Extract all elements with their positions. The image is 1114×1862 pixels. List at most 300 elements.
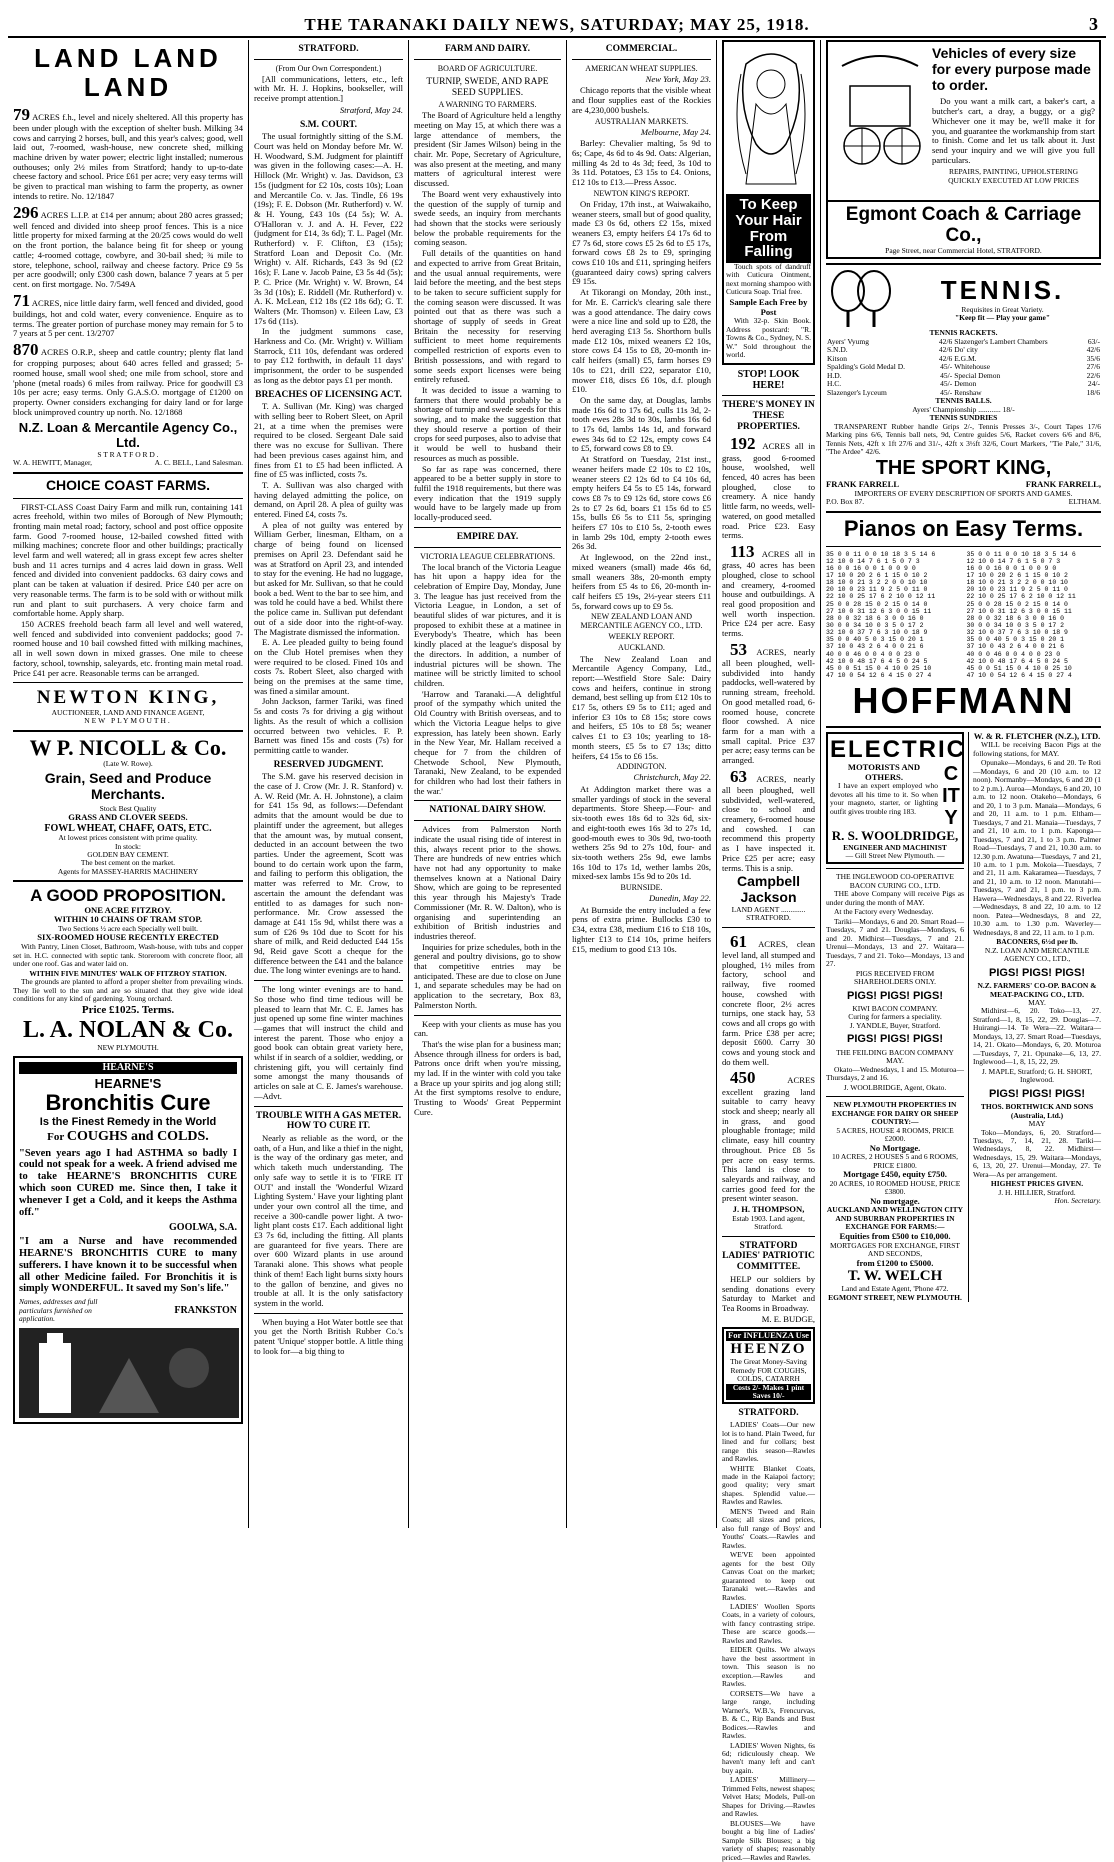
above-company: THE above Company will receive Pigs as under during the month of MAY. [826,889,964,907]
testimonial-goolwa: "Seven years ago I had ASTHMA so badly I could not speak for a week. A friend advised me to take HEARNE'S BRONCHITIS CURE which soon CURED me. Since then, I take it whenever I get a Cold, and it keeps the Asthma off." [19,1147,237,1218]
rawles-1: LADIES' Coats—Our new lot is to hand. Plain Tweed, fur lined and fur collars; best range this season—Rawles and Rawles. [722,1420,815,1464]
pianos-head: Pianos on Easy Terms. [843,515,1084,541]
piano-row: 40 0 0 46 0 0 4 0 0 23 0 [966,650,1061,658]
racket-cell: S.N.D. [827,345,848,355]
peppermint-verse: That's the wise plan for a business man; Absence through illness for orders is bad, Patrons once drift when you're missing, my lad. If in the winter with cold you take a Brace up your spirits and jog along still; At the first symptoms resolve to endure, Trusting to Woods' Great Peppermint Cure. [414,1038,561,1117]
reserved-text: The S.M. gave his reserved decision in the case of J. Crow (Mr. J. R. Stanford) v. A. W. Reid (Mr. A. H. Johnstone), a claim for £41 15s 9d, as follows:—Defendant admits that the amount would be due to plaintiff under the agreement, but alleges that the amount was, by mutual consent, deducted in an account between the two parties. Under the agreement, Scott was bound to do certain work upon the farm, and failing to perform this obligation, the matter was referred to Mr. Crow, to ascertain the amount the defendant was entitled to as damages for such non-performance. Mr. Crow assessed the damage at £41 15s 9d, whilst there was a sum of £26 9s 10d due to Scott for his share of milk, and Reid deducted £44 15s 9d, Reid gave Scott a cheque for the difference between the £41 and the balance due. The long winter evenings are to hand. [254,771,403,976]
egmont-name: Egmont Coach & Carriage Co., [845,204,1082,247]
nz-loan-manager: W. A. HEWITT, Manager, [13,458,93,468]
piano-row: 25 0 0 28 15 0 2 15 0 14 0 [826,600,928,608]
egmont-coach-advert [826,40,1101,202]
pigs-banner-1: PIGS! PIGS! PIGS! [847,989,943,1002]
piano-row: 12 10 0 14 7 6 1 5 0 7 3 [966,557,1061,565]
piano-row: 37 10 0 43 2 6 4 0 0 21 6 [826,643,924,651]
ayers-championship: Ayers' Championship ............ 18/- [912,404,1015,414]
pigs-received: PIGS RECEIVED FROM SHAREHOLDERS ONLY. [853,968,937,987]
piano-row: 25 0 0 28 15 0 2 15 0 14 0 [966,600,1068,608]
welch-address: Land and Estate Agent, 'Phone 472. [841,1284,949,1294]
nicoll-late: (Late W. Rowe). [103,759,153,769]
piano-row: 20 10 0 23 11 9 2 5 0 11 0 [966,586,1068,594]
auckland-text: The New Zealand Loan and Mercantile Agency Company, Ltd., report:—Westfield Store Sale: Dairy cows and heifers, continue in strong demand, best selling up from £12 10s to £17 5s, others £9 5s to £11; aged and inferior £3 10s to £8 15s; store cows and heifers, £5 10s to £8 5s; weaner calves £1 to £3 10s; yearling to 18-month steers, £5 5s to £7 13s; ditto heifers, £4 15s to £6 15s. [572,653,711,761]
influenza-head: For INFLUENZA Use [727,1330,809,1341]
piano-row: 35 0 0 11 0 0 10 18 3 5 14 6 [826,550,936,558]
nz-farmers-coop: N.Z. FARMERS' CO-OP. BACON & MEAT-PACKING CO., LTD. [977,981,1097,999]
repairs-text: REPAIRS, PAINTING, UPHOLSTERING QUICKLY EXECUTED AT LOW PRICES [948,167,1079,185]
rawles-5: LADIES' Woollen Sports Coats, in a variety of colours, with fancy contrasting stripe. These are scarce goods.—Rawles and Rawles. [722,1602,815,1645]
baconers-price: BACONERS, 6½d per lb. [996,937,1078,947]
newton-king-report-head: NEWTON KING'S REPORT. [593,188,690,198]
hearne-title: HEARNE'S [94,1075,162,1091]
sample-head: Sample Each Free by Post [729,296,808,317]
racket-cell: 42/6 [938,336,953,346]
piano-row: 47 10 0 54 12 6 4 15 0 27 4 [966,671,1072,679]
racket-cell: 42/6 [1086,345,1100,355]
ladies-patriotic: STRATFORD LADIES' PATRIOTIC COMMITTEE. [722,1240,815,1273]
turnip-head: TURNIP, SWEDE, AND RAPE SEED SUPPLIES. [426,76,549,98]
in-stock: In stock: [114,841,142,851]
sm-court-head: S.M. COURT. [299,119,358,130]
racket-cell: H.C. [827,379,842,389]
nolan-name: L. A. NOLAN & Co. [22,1016,233,1043]
racket-cell: E.G.M. [954,353,977,363]
welch-name: T. W. WELCH [847,1268,943,1285]
piano-row: 16 0 0 16 0 0 1 0 0 9 0 [966,564,1057,572]
racket-cell: 22/6 [1086,370,1100,380]
thompson-estab: Estab 1903. Land agent, Stratford. [732,1213,805,1232]
board-agriculture: BOARD OF AGRICULTURE. [437,63,538,73]
land-listing-number: 79 [13,104,30,124]
land-listing-text: ACRES O.R.P., sheep and cattle country; plenty flat land for cropping purposes; about 640 acres felled and grassed; 5-roomed house, small wool shed; one mile from school, store and 'phone (metal roads) 6 miles from railway. Price for goodwill £3 10s per acre; easy terms. Only G.A.S.O. mortgage of £1200 on property. Owner considers exchanging for dairy land or for large block unimproved country up north. No. 12/1868 [13,347,243,417]
heenzo-name: HEENZO [730,1341,807,1358]
piano-row: 27 10 0 31 12 6 3 0 0 15 11 [826,607,932,615]
bottle-illustration [19,1328,239,1418]
massey-harris: Agents for MASSEY-HARRIS MACHINERY [57,866,199,876]
court-text-1: The usual fortnightly sitting of the S.M. Court was held on Monday before Mr. W. H. Woodward, S.M. Judgment for plaintiff was given in the following cases:—A. H. Hillock (Mr. Wright) v. Jas. Davidson, £3 15s (judgment for £2 10s, costs 10s); Loan and Mercantile Co. v. Jas. Tindle, £6 19s (19s); F. E. Dobson (Mr. Rutherford) v. W. & H. Young, £43 10s (£4 5s); W. A. O'Halloran v. J. and A. H. Fever, £22 (judgment for £14, 3s 6d); T. L. Pagel (Mr. Rutherford) v. F. Clifton, £3 (15s); Stratford Loan and Deposit Co. (Mr. Wright) v. Alf. Richards, £43 3s 9d (£2 16s); F. Lane v. Jacob Paine, £3 5s 4d (5s); P. C. Price (Mr. Wright) v. W. Brown, £4 3s 3d (10s); E. Riddell (Mr. Rutherford) v. A. K. McLean, £12 18s (£2 18s 6d); G. T. Walters (Mr. Thomson) v. Eileen Law, £3 17s 6d (11s). [254,131,403,326]
licensing-text-3: A plea of not guilty was entered by William Gerber, linesman, Eltham, on a charge of being found on licensed premises on April 23. Defendant said he was at Stratford on April 23, and intended to stay for the evening. He had no luggage, but asked for Mr. Sullivan, so that he could book a bed. Went to the bar to see him, and was told he could have a bed. Whilst there the police came in. Sullivan put defendant out of a side door into the right-of-way. The Magistrate dismissed the information. [254,519,403,637]
woolbridge-agent: J. WOOLBRIDGE, Agent, Okato. [843,1082,947,1092]
importers: IMPORTERS OF EVERY DESCRIPTION OF SPORTS AND GAMES. [854,488,1073,498]
nz-loan-salesman: A. C. BELL, Land Salesman. [154,458,243,468]
kiwi-bacon: KIWI BACON COMPANY. [852,1003,938,1013]
hair-headline: To Keep Your Hair From Falling [726,194,811,263]
piano-row: 45 0 0 51 15 0 4 10 0 25 10 [966,664,1072,672]
fletcher-list: Opunake—Mondays, 6 and 20. Te Roti—Mondays, 6 and 20 (10 a.m. to 12 noon). Normanby—Mondays, 6 and 20 (1 to 2 p.m.). Auroa—Mondays, 6 and 20, 10 a.m. to 12 noon. Otakeho—Mondays, 6 and 20, 1 to 3 p.m. Manaia—Mondays, 6 and 20, 11 a.m. to 1 p.m. Eltham—Tuesdays, 7 and 21. Manaia—Tuesdays, 7 and 21, 10 a.m. to 1 p.m. Kaponga—Tuesdays, 7 and 21, 1 to 3 p.m. Palmer Road—Tuesdays, 7 and 21, 10.30 a.m. to 12.30 p.m. Awatuna—Tuesdays, 7 and 21, 10 a.m. to 1 p.m. Mokoia—Tuesdays, 7 and 21, 11 a.m. Kakaramea—Tuesdays, 7 and 21, 10 a.m. to 12 noon. Manutahi—Tuesdays, 7 and 21, 1 p.m. to 3 p.m. Hawera—Wednesdays, 8 and 22. Riverlea—Wednesdays, 8 and 22, 10 a.m. to 12 noon. Patea—Wednesdays, 8 and 22, 10.30 a.m. to 1.30 p.m. Waverley—Wednesdays, 8 and 22, 11 a.m. to 1 p.m. [973,758,1101,937]
piano-row: 47 10 0 54 12 6 4 15 0 27 4 [826,671,932,679]
piano-row: 37 10 0 43 2 6 4 0 0 21 6 [966,643,1065,651]
two-sections: Two Sections ½ acre each Specially well built. [57,924,199,933]
racket-cell: 63/- [1087,336,1100,346]
proposition-price: Price £1025. Terms. [81,1004,175,1017]
piano-row: 17 10 0 20 2 6 1 15 0 10 2 [826,571,928,579]
equities: Equities from £500 to £10,000. [839,1230,951,1241]
farmers-list: Midhirst—6, 20. Toko—13, 27. Stratford—1, 8, 15, 22, 29. Douglas—7. Huirangi—14. Te Wera—22. Waitara—Mondays, 13, 27. Smart Road—Tuesdays, 14, 21. Okato—Mondays, 6, 20. Moturoa—Tuesdays, 7, 21. Opunake—6, 13, 27. Inglewood—1, 8, 15, 22, 29. [973,1006,1101,1067]
tram-stop: WITHIN 10 CHAINS OF TRAM STOP. [53,914,203,925]
nz-loan-town: S T R A T F O R D . [97,449,159,459]
racket-cell: Slazenger's Lyceum [827,387,887,397]
stratford-dateline: Stratford, May 24. [339,104,403,115]
six-roomed-house: SIX-ROOMED HOUSE RECENTLY ERECTED [37,932,219,943]
city-vertical: CITY [942,762,960,829]
masthead [8,14,1106,38]
reserved-judgment-head: RESERVED JUDGMENT. [273,759,384,770]
land-listing [13,105,243,202]
burnside-text: At Burnside the entry included a few pens of extra prime. Bullocks £30 to £34, extra £38, medium £16 to £18 10s, lighter £13 to £14 10s, prime heifers £15, medium to good £13 10s. [572,904,711,954]
nk-report-1: On Friday, 17th inst., at Waiwakaiho, weaner steers, small but of good quality, made £3 0s 6d, others £2 15s, mixed weaners £3, empty heifers £4 17s 6d to £7 7s 6d, store cows £5 2s 6d to £5 17s, forward cows £8 2s to £9, springing cows £10 10s and £11, springing heifers (guaranteed dairy cows) spring calvers £9 15s. [572,198,711,287]
rawles-6: EIDER Quilts. We always have the best assortment in town. This season is no exception.—Rawles and Rawles. [722,1645,815,1689]
land-headline: LAND LAND LAND [34,43,222,103]
proposition-text: With Pantry, Linen Closet, Bathroom, Wash-house, with tubs and copper set in. H.C. connected with septic tank. Storeroom with concrete floor, all under one roof. Gas and water laid on. [13,942,243,969]
column-3 [408,40,566,1528]
masthead-title: THE TARANAKI DAILY NEWS, SATURDAY; MAY 25, 1918. [304,14,810,34]
australian-text: Barley: Chevalier malting, 5s 9d to 6s; Cape, 4s 6d to 4s 9d. Oats: Algerian, milling 4s 2d to 4s 3d; feed, 3s 10d to 3s 11d. Potatoes, £3 15s to £4. Onions, £12 10s to £13.—Press Assoc. [572,138,711,188]
balls-head: TENNIS BALLS. [935,396,992,406]
land-listing-number: 71 [13,290,30,310]
land-listing [13,340,243,417]
coast-farms-text-2: 150 ACRES freehold beach farm all level and well watered, well fenced and subdivided into convenient paddocks; good 7-roomed house and 10 bail cowshed fitted with milking machines, all in well sown down in mixed grasses. One mile to cheese factory, school, township, saleyards, etc. fronting main metal road. Price £41 per acre. Reasonable terms can be arranged. [13,619,243,678]
engineer: ENGINEER AND MACHINIST [843,842,947,852]
borthwick-may: MAY [1028,1119,1046,1129]
hearne-banner: HEARNE'S [19,1062,237,1073]
licensing-text-5: John Jackson, farmer Tariki, was fined 5s and costs 7s for driving a gig without lights. As the result of which a collision occurred between two vehicles. F. P. Barnett was fined 15s and costs (7s) for permitting cattle to wander. [254,696,403,755]
heenzo-advert [722,1327,815,1404]
pigs-banner-2: PIGS! PIGS! PIGS! [847,1033,943,1046]
piano-row: 35 0 0 11 0 0 10 18 3 5 14 6 [966,550,1076,558]
hon-secretary: Hon. Secretary. [1054,1196,1101,1206]
heenzo-remedy: The Great Money-Saving Remedy FOR COUGHS, COLDS, CATARRH [730,1357,807,1384]
auckland-wellington: AUCKLAND AND WELLINGTON CITY AND SUBURBAN PROPERTIES IN EXCHANGE FOR FARMS:— [826,1205,964,1232]
tennis-head: TENNIS. [940,275,1065,306]
farm-text-3: Full details of the quantities on hand and expected to arrive from Great Britain, and the usual annual requirements, were laid before the meeting, and the best steps to be taken to secure sufficient supply for the coming season were discussed. It was pointed out that as there was such a shortage of supply of seeds in Great Britain the necessity for reserving sufficient to meet home requirements compelled restriction of exports even to British possessions, and with regard to some seeds export licenses were being entirely refused. [414,248,561,385]
tennis-sub: Requisites in Great Variety. [961,304,1044,314]
fitzroy-station: WITHIN FIVE MINUTES' WALK OF FITZROY STATION. [29,968,227,978]
np-properties: NEW PLYMOUTH PROPERTIES IN EXCHANGE FOR DAIRY OR SHEEP COUNTRY:— [831,1100,959,1127]
hair-text: Touch spots of dandruff with Cuticura Ointment, next morning shampoo with Cuticura Soap. Trial free. [726,262,811,297]
egmont-street: EGMONT STREET, NEW PLYMOUTH. [828,1292,962,1302]
sundries-text: TRANSPARENT Rubber handle Grips 2/-, Tennis Presses 3/-, Court Tapes 17/6 Marking pins 6/6, Tennis ball nets, 9d, Centre guides 5/6, Racket covers 6/6 and 8/6, Tennis Nets, 42ft x 1ft 27/6 and 31/-, 42ft x 3½ft 32/6, Court Markers, "Tie Pale," 31/6, "The Ardee" 42/6. [826,421,1101,456]
piano-row: 16 0 0 16 0 0 1 0 0 9 0 [826,564,916,572]
vehicles-head: Vehicles of every size for every purpose made to order. [932,45,1091,93]
farrell-right: FRANK FARRELL, [1025,479,1101,490]
cuticura-advert [722,40,815,365]
gas-meter-text: Nearly as reliable as the word, or the oath, of a Hun, and like a thief in the night, is the way of the ordinary gas meter, and which taketh much understanding. The only safe way to settle it is to 'FIRE IT OUT' and install the 'Wonderful Wizard Lighting System.' Have your lighting plant under your own control all the time, and receive a 300-candle power light. A two-light plant costs £17. Each additional light £3 7s 6d, including the fitting. All plants are guaranteed for five years. There are over 600 Wizard plants in use around Taranaki alone. This shows what people think of them! Each light burns sixty hours to the gallon of benzine, and gives no trouble at all. It is the only satisfactory system in the world. [254,1133,403,1308]
court-text-2: In the judgment summons case, Harkness and Co. (Mr. Wright) v. William Starrock, £11 10s, defendant was ordered to pay £12 forthwith, in default 11 days' imprisonment, the order to be suspended as long as the debtor pays £1 per month. [254,326,403,385]
hillier: J. H. HILLIER, Stratford. [998,1187,1076,1197]
pigs-banner-3: PIGS! PIGS! PIGS! [989,966,1085,979]
piano-row: 45 0 0 51 15 0 4 10 0 25 10 [826,664,932,672]
keep-clients: Keep with your clients as muse has you can. [414,1018,561,1039]
addington-head: ADDINGTON. [616,762,667,772]
racket-cell: Do' city [954,345,978,355]
racket-cell: 45/- [940,362,953,372]
american-dateline: New York, May 23. [645,73,711,84]
dairy-show-head: NATIONAL DAIRY SHOW. [429,805,546,816]
woman-hair-illustration [726,44,816,194]
pianos-table [826,551,1101,680]
racket-cell: Whitehouse [954,362,991,372]
land-listing-text: ACRES L.I.P. at £14 per annum; about 280 acres grassed; well fenced and divided into sheep proof fences. This is a nice little property for mixed farming at the 20/25 cows would do well on the front portion, the balance being fit for sheep or young cattle; 4-roomed cottage, cowbyre, and 30-bail shed; ¾ mile to store, telephone, school, railway and cheese factory. Price £9 5s per acre goodwill; only £300 cash down, balance 7 years at 5 per cent. on first mortgage. No. 7/549A [13,209,243,289]
thompson-name: J. H. THOMPSON, [732,1204,805,1215]
farm-text-5: So far as rape was concerned, there appeared to be a better supply in store to fulfil the 1918 requirements, but there was every indication that the 1919 supply would have to be largely made up from locally-produced seed. [414,463,561,523]
egmont-address: Page Street, near Commercial Hotel, STRATFORD. [885,245,1042,255]
piano-row: 27 10 0 31 12 6 3 0 0 15 11 [966,607,1072,615]
po-box: P.O. Box 87. [826,497,865,507]
lowest-prices: At lowest prices consistent with prime quality. [58,833,198,843]
piano-row: 18 10 0 21 3 2 2 0 0 10 10 [826,579,928,587]
heenzo-costs: Costs 2/- Makes 1 pint Saves 10/- [726,1384,811,1401]
own-correspondent: (From Our Own Correspondent.) [275,63,382,73]
inglewood-head: THE INGLEWOOD CO-OPERATIVE BACON CURING CO., LTD. [836,872,954,890]
nk-report-2: At Tikorangi on Monday, 20th inst., for Mr. E. Carrick's clearing sale there was a good attendance. The dairy cows were a nice line and sold up to £28, the herd averaging £13 5s. Shorthorn bulls made £12 10s, mixed weaners £2 10s, store cows £4 15s to £8, 20-month in-calf heifers (small) £5, farm horses £9 10s to £21, drill £22, separator £10, mower £18, discs £6 10s, d.f. plough £10. [572,287,711,395]
winter-evenings: The long winter evenings are to hand. So those who find time tedious will be pleased to learn that Mr. C. E. James has just opened up some fine winter machines—games that will instruct the child and interest the parent. Those who enjoy a good book can obtain great variety here, whilst if in search of a soldier, wedding, or christening gift, you will certainly find some amongst the many thousands of articles on sale at C. E. James's warehouse.—Advt. [254,984,403,1101]
for-word: For [47,1130,65,1143]
help-soldiers: HELP our soldiers by sending donations every Saturday to Market and Tea Rooms in Broadway. [722,1273,815,1314]
no-mortgage-1: No Mortgage. [869,1142,921,1153]
feilding-may: MAY. [886,1056,904,1066]
racket-cell: Slazenger's Lambert Chambers [954,336,1048,346]
racket-cell: Renshaw [954,387,982,397]
column-1 [8,40,248,1528]
piano-row: 28 0 0 32 18 6 3 0 0 16 0 [966,614,1065,622]
prop-61: ACRES, clean level land, all stumped and ploughed, 1½ miles from factory, school and railway, five roomed house, cowshed with concrete floor, 2½ acres turnips, one stack hay, 53 cows and all crops go with farm. Price £38 per acre; deposit £600. Carry 30 cows and young stock and do them well. [722,938,815,1067]
newton-king-title: AUCTIONEER, LAND AND FINANCE AGENT, [51,707,205,717]
goolwa-sig: GOOLWA, S.A. [169,1221,237,1233]
rawles-3: MEN'S Tweed and Rain Coats; all sizes and prices, also full range of Boys' and Youths' Coats.—Rawles and Rawles. [722,1506,815,1550]
land-listing-number: 870 [13,340,39,360]
racket-cell: 42/6 [938,345,953,355]
inglewood-list: Tariki—Mondays, 6 and 20. Smart Road—Tuesdays, 7 and 21. Douglas—Mondays, 6 and 20. Midhirst—Tuesdays, 7 and 21. Urenui—Mondays, 13 and 27. Waitara—Tuesdays, 7 and 21. Toko—Mondays, 13 and 27. [826,916,964,969]
piano-row: 32 10 0 37 7 6 3 10 0 18 9 [966,629,1068,637]
golden-bay-cement: GOLDEN BAY CEMENT. [87,849,169,859]
motorists: MOTORISTS AND OTHERS. [847,761,921,782]
coughs-colds: COUGHS and COLDS. [66,1128,209,1144]
prop-192: ACRES all in grass, good 6-roomed house, woolshed, well fenced, 40 acres has been ploughed, close to creamery. A nice handy little farm, no weeds, well-watered, on good metalled road. Price £23. Easy terms. [722,441,815,541]
racket-cell: 45/- [940,379,953,389]
testimonial-frankston: "I am a Nurse and have recommended HEARNE'S BRONCHITIS CURE to many sufferers. I have known it to be successful when all other Medicine failed. For Bronchitis it is simply WONDERFUL. It saved my Son's life." [19,1235,237,1295]
show-text-1: Advices from Palmerston North indicate the usual rising tide of interest in this, always recent prior to the shows. There are hundreds of new entries which have not had any opportunity to make themselves known at a National Dairy Show, which are going to be represented this year through his Majesty's Trade Commissioner (Mr. R. W. Dalton), who is organising and superintending an exhibition of British industries and industries thereof. [414,824,561,941]
nk-report-4: At Stratford on Tuesday, 21st inst., weaner heifers made £2 10s to £2 10s, weaner steers £2 12s 6d to £4 10s 6d, empty heifers £4 5s to £5 14s, forward cows £8 7s to £9 12s 6d, store cows £6 2s to £7 2s 6d, boars £1 15s 6d to £5 15s, bulls £6 5s to £11 5s, springing heifers £7 10s to £10 5s, 2-tooth ewes in lamb 29s 10d, empty 2-tooth ewes 26s 3d. [572,454,711,552]
piano-row: 35 0 0 40 5 0 3 15 0 20 1 [826,636,924,644]
racket-cell: Demon [954,379,977,389]
rawles-2: WHITE Blanket Coats, made in the Kaiapoi factory; good quality; very smart shapes. Splendid value.—Rawles and Rawles. [722,1463,815,1507]
grain-merchants: Grain, Seed and Produce Merchants. [44,769,212,802]
fowl-wheat: FOWL WHEAT, CHAFF, OATS, ETC. [44,822,212,834]
farmers-may: MAY. [1028,997,1046,1007]
nk-report-5: At Inglewood, on the 22nd inst., mixed weaners (small) made 46s 6d, small weaners 38s, 20-month empty heifers from £5 4s to £6, 20-month in-calf heifers £5 19s, 2½-year steers £11 5s, forward cows up to £9 5s. [572,552,711,611]
names-note: Names, addresses and full particulars furnished on application. [19,1297,98,1324]
land-listing-number: 296 [13,202,39,222]
pigs-banner-4: PIGS! PIGS! PIGS! [989,1087,1085,1100]
money-properties: THERE'S MONEY IN THESE PROPERTIES. [722,400,815,432]
prop-53: ACRES, nearly all been ploughed, well-subdivided into handy paddocks, well-watered by running stream, freehold. On good metalled road, 6-roomed house, concrete floor cowshed. A nice farm for a man with a small capital. Price £37 per acre; easy terms can be arranged. [722,646,815,766]
racket-cell: H.D. [827,370,842,380]
empire-day-head: EMPIRE DAY. [456,531,519,542]
column-2 [248,40,408,1528]
racket-cell: 42/6 [938,353,953,363]
all-communications: [All communications, letters, etc., left with Mr. H. J. Hopkins, bookseller, will receive prompt attention.] [254,73,403,104]
rawles-8: LADIES' Woven Nights, 6s 6d; ridiculously cheap. We haven't many left and can't buy again. [722,1740,815,1775]
gill-street: — Gill Street New Plymouth. — [845,851,945,860]
fletcher-text: WILL be receiving Bacon Pigs at the following stations, for MAY. [973,740,1101,758]
yandle-buyer: J. YANDLE, Buyer, Stratford. [849,1020,941,1030]
farm-text-2: The Board went very exhaustively into the question of the supply of turnip and swede seeds, an inquiry from merchants had shown that the stocks were seriously below the probable requirements for the coming season. [414,188,561,248]
racket-cell: 18/6 [1086,387,1100,397]
mortgages-exchange: MORTGAGES FOR EXCHANGE, FIRST AND SECONDS, [830,1240,960,1259]
farm-dairy-head: FARM AND DAIRY. [445,44,530,54]
empire-text-2: 'Harrow and Taranaki.—A delightful proof of the sympathy which united the Old Country with British overseas, and to which the Victoria League helps to give expression, has lately been shown. Early in the New Year, Mr. Hallam received a cheque for 7 from the children of Chetwode School, New Plymouth, Taranaki, New Zealand, to be expended for children who had lost their fathers in the war.' [414,688,561,796]
borthwick-list: Toko—Mondays, 6, 20. Stratford—Tuesdays, 7, 14, 21, 28. Tariki—Wednesdays, 8, 22. Midhirst—Wednesdays, 15, 29. Waitara—Mondays, 6, 13, 20, 27. Urenui—Monday, 27. Te Wera—As per arrangement. [973,1127,1101,1179]
piano-row: 30 0 0 34 10 0 3 5 0 17 2 [966,621,1065,629]
auckland-head: AUCKLAND. [618,643,665,653]
piano-row: 32 10 0 37 7 6 3 10 0 18 9 [826,629,928,637]
australian-markets-head: AUSTRALIAN MARKETS. [594,116,689,126]
piano-row: 18 10 0 21 3 2 2 0 0 10 10 [966,579,1068,587]
weekly-report-head: WEEKLY REPORT. [608,632,675,642]
factory-wed: At the Factory every Wednesday. [834,907,934,917]
frankston-sig: FRANKSTON [174,1305,237,1317]
piano-row: 22 10 0 25 17 6 2 10 0 12 11 [826,593,936,601]
grounds-text: The grounds are planted to afford a proper shelter from prevailing winds. They lie well to the sun and are so situated that they give wide ideal conditions for any kind of gardening. Young orchard. [13,977,243,1003]
hoffmann: HOFFMANN [852,680,1075,722]
maple-short: J. MAPLE, Stratford; G. H. SHORT, Inglewood. [981,1066,1093,1085]
mortgage-equity: Mortgage £450, equity £750. [843,1169,947,1180]
addington-text: At Addington market there was a smaller yardings of stock in the several departments. Store Sheep.—Four- and six-tooth ewes 18s 6d to 32s 6d, six- and eight-tooth ewes 16s 3d to 27s 1d, good-mouth ewes to 30s 9d, two-tooth wethers 25s 9d to 27s 10d, four- and six-tooth wethers 25s 9d, ewe lambs 16s 10d to 17s 1d, wether lambs 20s, mixed-sex lambs 15s 9d to 20s 1d. [572,783,711,882]
prop-113: ACRES all in grass, 40 acres has been ploughed, close to school and creamery, 4-roomed house and outbuildings. A real good proposition and well worth inspection. Price £24 per acre. Easy terms. [722,548,815,639]
land-listings [13,105,243,418]
finest-remedy: Is the Finest Remedy in the World [39,1116,217,1129]
rackets-head: TENNIS RACKETS. [929,328,998,338]
newton-king-town: NEW PLYMOUTH. [84,716,172,726]
piano-row: 42 10 0 48 17 6 4 5 0 24 5 [826,657,928,665]
prop-450: ACRES excellent grazing land suitable to carry heavy stock and sheep; nearly all in grass, and good ploughable frontage; mild climate, easy hill country throughout. Price £8 5s per acre on easy terms. This land is close to saleyards and railway, and carries good feed for the present winter season. [722,1075,815,1204]
one-acre: ONE ACRE FITZROY. [84,904,172,915]
stratford-head: STRATFORD. [298,44,359,54]
nolan-town: NEW PLYMOUTH. [97,1042,159,1052]
piano-row: 42 10 0 48 17 6 4 5 0 24 5 [966,657,1068,665]
breaches-head: BREACHES OF LICENSING ACT. [255,389,402,400]
budge-sig: M. E. BUDGE, [761,1313,815,1324]
racket-cell: Kitson [827,353,848,363]
prop-63: ACRES, nearly all been ploughed, well subdivided, well-watered, close to school and creamery, 6-roomed house and cowshed. I can recommend this property as I have inspected it. Price £25 per acre; easy terms. This is a snip. [722,773,815,873]
stratford-rawles-head: STRATFORD. [738,1408,799,1419]
twenty-acres: 20 ACRES, 10 ROOMED HOUSE, PRICE £3800. [829,1178,961,1197]
campbell-jackson: Campbell Jackson [736,873,800,906]
american-wheat-head: AMERICAN WHEAT SUPPLIES. [585,63,698,73]
rawles-4: WE'VE been appointed agents for the best Oily Canvas Coat on the market; guaranteed to keep out Taranaki wet.—Rawles and Rawles. [722,1550,815,1602]
addington-dateline: Christchurch, May 22. [633,772,711,783]
piano-row: 30 0 0 34 10 0 3 5 0 17 2 [826,621,924,629]
burnside-dateline: Dunedin, May 22. [648,893,711,904]
racket-illustration [826,269,896,329]
racket-cell: Spalding's Gold Medal D. [827,362,906,372]
racket-cell: 35/6 [1086,353,1100,363]
piano-row: 20 10 0 23 11 9 2 5 0 11 0 [826,586,928,594]
land-listing-text: ACRES f.h., level and nicely sheltered. All this property has been under plough with the exception of shelter bush. Milking 34 cows and carrying 2 horses, bull, and this year's calves; good, well laid out, 7-roomed, wash-house, new concrete shed, milking machine driven by water power; electric light installed; numerous outhouses; only 2½ miles from Stratford; handy to up-to-date cheese factory and school. Price £61 per acre; very easy terms will be given to practical man wishing to farm the property, as owner intends to retire. No. 12/1847 [13,111,243,201]
hot-water-bottle: When buying a Hot Water bottle see that you get the North British Rubber Co.'s patent 'Unique' stopper bottle. A little thing to look for—a big thing to [254,1316,403,1356]
burnside-head: BURNSIDE. [620,883,663,893]
licensing-text-2: T. A. Sullivan was also charged with having delayed admitting the police, on demand, on April 28. A plea of guilty was entered. Fined £4, costs 7s. [254,479,403,520]
ten-acres: 10 ACRES, 2 HOUSES 5 and 6 ROOMS, PRICE £1800. [831,1152,959,1170]
hearne-advert [13,1056,243,1423]
wooldridge: R. S. WOOLDRIDGE, [831,827,959,843]
empire-text-1: The local branch of the Victoria League has hit upon a happy idea for the celebration of Empire Day, Monday, June 3. The league has just received from the Victoria League, in London, a set of beautiful slides of war pictures, and it is proposed to exhibit these at a matinee in Everybody's Theatre, which has been kindly placed at the league's disposal by the directors. In addition, a number of industrial pictures will be shown. The matinee will be strictly limited to school children. [414,561,561,688]
gas-meter-head: TROUBLE WITH A GAS METER. HOW TO CURE IT. [255,1110,402,1132]
fletcher-head: W. & R. FLETCHER (N.Z.), LTD. [973,730,1101,741]
from-amount: from £1200 to £5000. [856,1257,934,1268]
piano-row: 12 10 0 14 7 6 1 5 0 7 3 [826,557,920,565]
commercial-head: COMMERCIAL. [605,44,678,54]
licensing-text-1: T. A. Sullivan (Mr. King) was charged with selling beer to Robert Sleet, on April 21, at a time when the premises were required to be closed. Sergeant Dale said there was no excuse for Sullivan. There had been previous cases against him, and fines from £1 to £5 had been inflicted. A fine of £5 was inflicted, costs 7s. [254,401,403,480]
victoria-league-head: VICTORIA LEAGUE CELEBRATIONS. [420,551,555,561]
eltham: ELTHAM. [1068,497,1101,507]
cart-illustration [832,46,928,196]
keep-fit: "Keep fit — Play your game" [954,313,1051,323]
five-acres: 5 ACRES, HOUSE 4 ROOMS, PRICE £2000. [836,1125,954,1144]
newton-king-name: NEWTON KING, [36,687,220,709]
farm-text-1: The Board of Agriculture held a lengthy meeting on May 15, at which there was a large attendance of members, the president (Sir James Wilson) being in the chair. Mr. Pope, Secretary of Agriculture, was also present at the meeting, and many matters of agricultural interest were discussed. [414,110,561,189]
farm-text-4: It was decided to issue a warning to farmers that there would probably be a shortage of turnip and swede seeds for this sowing, and to make the suggestion that they should reserve a portion of their crops for seed purposes, also to advise that it would be well to husband their resources as much as possible. [414,384,562,463]
nz-loan-report-head: NEW ZEALAND LOAN AND MERCANTILE AGENCY CO., LTD. [580,612,703,631]
feilding-list: Okato—Wednesdays, 1 and 15. Moturoa—Thursdays, 2 and 16. [826,1064,964,1083]
highest-prices: HIGHEST PRICES GIVEN. [990,1179,1084,1189]
borthwick-head: THOS. BORTHWICK AND SONS (Australia, Ltd.) [980,1102,1094,1120]
rawles-10: BLOUSES—We have bought a big line of Ladies' Sample Silk Blouses; a big variety of shapes; reasonably priced.—Rawles and Rawles. [722,1818,815,1862]
american-text: Chicago reports that the visible wheat and flour supplies east of the Rockies are 4,230,000 bushels. [572,85,711,115]
campbell-agent: LAND AGENT ............. STRATFORD. [731,904,806,923]
warning-farmers: A WARNING TO FARMERS. [438,100,537,110]
racket-cell: Special Demon [954,370,1001,380]
racket-cell: 27/6 [1086,362,1100,372]
piano-row: 17 10 0 20 2 6 1 15 0 10 2 [966,571,1068,579]
nz-loan-agency: N.Z. Loan & Mercantile Agency Co., Ltd. [18,420,238,451]
racket-cell: 45/- [940,370,953,380]
coast-farms-headline: CHOICE COAST FARMS. [45,476,211,493]
piano-row: 40 0 0 46 0 0 4 0 0 23 0 [826,650,920,658]
stock-quality: Stock Best Quality [99,803,157,813]
land-listing-text: ACRES, nice little dairy farm, well fenced and divided, good buildings, hot and cold water, every convenience. Enquire as to terms. The greater portion of purchase money may remain for 5 to 7 years at 5 per cent. 13/2707 [13,297,243,339]
racket-cell: 24/- [1087,379,1100,389]
farrell-left: FRANK FARRELL [826,479,900,490]
sport-king: THE SPORT KING, [875,457,1052,480]
feilding-bacon: THE FEILDING BACON COMPANY [836,1047,954,1057]
no-mortgage-2: No mortgage. [870,1195,920,1206]
good-proposition: A GOOD PROPOSITION. [30,886,226,906]
piano-row: 22 10 0 25 17 6 2 10 0 12 11 [966,593,1076,601]
column-5: To Keep Your Hair From Falling Touch spots of dandruff with Cuticura Ointment, next morning shampoo with Cuticura Soap. Trial free. Sample Each Free by Post With 32-p. Skin Book. Address postcard: "R. Towns & Co., Sydney, N. S. W." Sold throughout the world. STOP! LOOK HERE! THERE'S MONEY IN THESE PROPERTIES. 192 ACRES all in grass, good 6-roomed house, woolshed, well fenced, 40 acres has been ploughed, close to creamery. A nice handy little farm, no weeds, well-watered, on good metalled road. Price £23. Easy terms. 113 ACRES all in grass, 40 acres has been ploughed, close to school and creamery, 4-roomed house and outbuildings. A real good proposition and well worth inspection. Price £24 per acre. Easy terms. 53 ACRES, nearly all been ploughed, well-subdivided into handy paddocks, well-watered by running stream, freehold. On good metalled road, 6-roomed house, concrete floor cowshed. A nice farm for a man with a small capital. Price £37 per acre; easy terms can be arranged. 63 ACRES, nearly all been ploughed, well subdivided, well-watered, close to school and creamery, 6-roomed house and cowshed. I can recommend this property as I have inspected it. Price £25 per acre; easy terms. This is a snip. Campbell Jackson LAND AGENT ............. STRATFORD. 61 ACRES, clean level land, all stumped and ploughed, 1½ miles from factory, school and railway, five roomed house, cowshed with concrete floor, 2½ acres turnips, one stack hay, 53 cows and all crops go with farm. Price £38 per acre; deposit £600. Carry 30 cows and young stock and do them well. 450 ACRES excellent grazing land suitable to carry heavy stock and sheep; nearly all in grass, and good ploughable frontage; mild climate, easy hill country throughout. Price £8 5s per acre on easy terms. This land is close to saleyards and railway, and carries good feed for the present winter season. J. H. THOMPSON, Estab 1903. Land agent, Stratford. STRATFORD LADIES' PATRIOTIC COMMITTEE. HELP our soldiers by sending donations every Saturday to Market and Tea Rooms in Broadway. M. E. BUDGE, For INFLUENZA Use HEENZO The Great Money-Saving Remedy FOR COUGHS, COLDS, CATARRH Costs 2/- Makes 1 pint Saves 10/- STRATFORD. LADIES' Coats—Our new lot is to hand. Plain Tweed, fur lined and fur collars; best range this season—Rawles and Rawles. WHITE Blanket Coats, made in the Kaiapoi factory; good quality; very smart shapes. Splendid value.—Rawles and Rawles. MEN'S Tweed and Rain Coats; all sizes and prices, also full range of Boys' and Youths' Coats.—Rawles and Rawles. WE'VE been appointed agents for the best Oily Canvas Coat on the market; guaranteed to keep out Taranaki wet.—Rawles and Rawles. LADIES' Woollen Sports Coats, in a variety of colours, with fancy contrasting stripe. These are scarce goods.—Rawles and Rawles. EIDER Quilts. We always have the best assortment in town. This season is no exception.—Rawles and Rawles. CORSETS—We have a large range, including Warner's, W.B.'s, Frencurvas, B. & C., Rip Bands and Bust Bodices.—Rawles and Rawles. LADIES' Woven Nights, 6s 6d; ridiculously cheap. We haven't many left and can't buy again. LADIES' Millinery—Trimmed Felts, newest shapes; Velvet Hats; Models, Pull-on Shapes for Driving.—Rawles and Rawles. BLOUSES—We have bought a big line of Ladies' Sample Silk Blouses; a big variety of shapes; reasonably priced.—Rawles and Rawles. [716,40,820,1528]
nzlm-agency: N.Z. LOAN AND MERCANTILE AGENCY CO., LTD., [984,945,1090,964]
rackets-table [826,338,1101,397]
piano-row: 28 0 0 32 18 6 3 0 0 16 0 [826,614,924,622]
column-4 [566,40,716,1528]
bronchitis-cure: Bronchitis Cure [45,1090,211,1116]
grass-seeds: GRASS AND CLOVER SEEDS. [68,812,188,823]
licensing-text-4: E. A. Lee pleaded guilty to being found on the Club Hotel premises when they were required to be closed. Fined 10s and costs 7s. Robert Sleet, also charged with being on the premises at the same time, was fined a similar amount. [254,637,403,696]
piano-row: 35 0 0 40 5 0 3 15 0 20 1 [966,636,1065,644]
racket-cell: 45/- [940,387,953,397]
rawles-7: CORSETS—We have a large range, including Warner's, W.B.'s, Frencurvas, B. & C., Rip Bands and Bust Bodices.—Rawles and Rawles. [722,1688,815,1741]
australian-dateline: Melbourne, May 24. [640,126,711,137]
page-number: 3 [1089,13,1098,34]
rawles-9: LADIES' Millinery—Trimmed Felts, newest shapes; Velvet Hats; Models, Pull-on Shapes for Driving.—Rawles and Rawles. [722,1775,815,1819]
nicoll-name: W P. NICOLL & Co. [29,734,227,760]
land-listing [13,203,243,290]
sample-text: With 32-p. Skin Book. Address postcard: "R. Towns & Co., Sydney, N. S. W." Sold throughout the world. [726,316,811,360]
best-cement: The best cement on the market. [80,858,176,868]
electric-head: ELECTRIC [830,735,966,763]
sundries-head: TENNIS SUNDRIES [929,413,998,423]
expert-text: I have an expert employed who devotes all his time to it. So when your magneto, starter, or lighting outfit gives trouble ring 183. [830,781,938,816]
vehicles-text: Do you want a milk cart, a baker's cart, a butcher's cart, a dray, a buggy, or a gig? Whichever one it may be, we'll make it for you, and guarantee the workmanship from start to finish. Come and let us talk about it. Just send your inquiry and we will give you full particulars. [932,96,1095,165]
column-6 [820,40,1106,1528]
